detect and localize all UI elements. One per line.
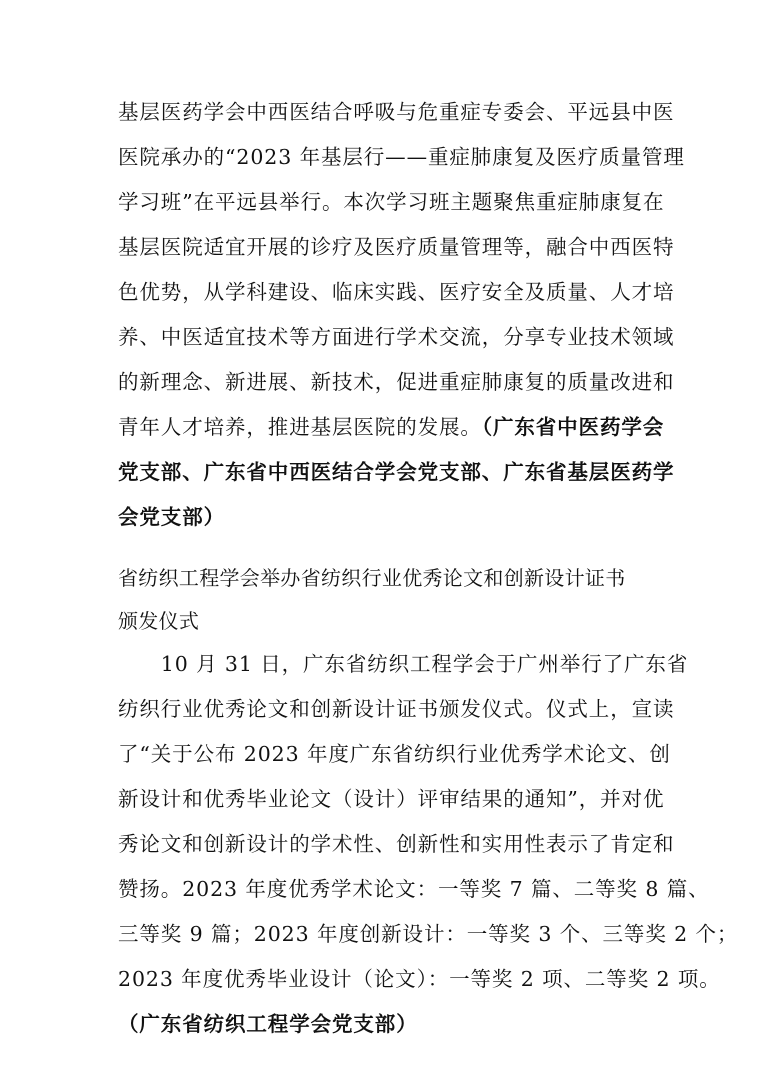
source-attribution-line: 党支部、广东省中西医结合学会党支部、广东省基层医药学 <box>118 460 675 484</box>
paragraph-line: 了“关于公布 2023 年度广东省纺织行业优秀学术论文、创 <box>118 742 671 766</box>
paragraph-line: 学习班”在平远县举行。本次学习班主题聚焦重症肺康复在 <box>118 190 665 214</box>
section-title: 省纺织工程学会举办省纺织行业优秀论文和创新设计证书 <box>118 566 626 590</box>
paragraph-line: 新设计和优秀毕业论文（设计）评审结果的通知”，并对优 <box>118 787 665 811</box>
paragraph-line: 基层医院适宜开展的诊疗及医疗质量管理等，融合中西医特 <box>118 235 675 259</box>
source-attribution: （广东省纺织工程学会党支部） <box>118 1012 418 1036</box>
paragraph-line: 10 月 31 日，广东省纺织工程学会于广州举行了广东省 <box>118 652 689 676</box>
paragraph-line: 秀论文和创新设计的学术性、创新性和实用性表示了肯定和 <box>118 832 675 856</box>
section-title: 颁发仪式 <box>118 609 200 633</box>
source-attribution: （广东省中医药学会 <box>481 415 665 439</box>
paragraph-line: 赞扬。2023 年度优秀学术论文：一等奖 7 篇、二等奖 8 篇、 <box>118 877 710 901</box>
paragraph-line: 基层医药学会中西医结合呼吸与危重症专委会、平远县中医 <box>118 100 675 124</box>
paragraph-line: 纺织行业优秀论文和创新设计证书颁发仪式。仪式上，宣读 <box>118 697 675 721</box>
paragraph-line: 的新理念、新进展、新技术，促进重症肺康复的质量改进和 <box>118 370 675 394</box>
paragraph-line: 三等奖 9 篇；2023 年度创新设计：一等奖 3 个、三等奖 2 个； <box>118 922 739 946</box>
source-attribution-line: 会党支部） <box>118 505 225 529</box>
paragraph-text: 青年人才培养，推进基层医院的发展。 <box>118 415 482 439</box>
paragraph-line <box>118 415 665 439</box>
paragraph-line: 医院承办的“2023 年基层行——重症肺康复及医疗质量管理 <box>118 145 685 169</box>
paragraph-line: 色优势，从学科建设、临床实践、医疗安全及质量、人才培 <box>118 280 675 304</box>
paragraph-line: 养、中医适宜技术等方面进行学术交流，分享专业技术领域 <box>118 325 675 349</box>
paragraph-line: 2023 年度优秀毕业设计（论文）：一等奖 2 项、二等奖 2 项。 <box>118 967 721 991</box>
